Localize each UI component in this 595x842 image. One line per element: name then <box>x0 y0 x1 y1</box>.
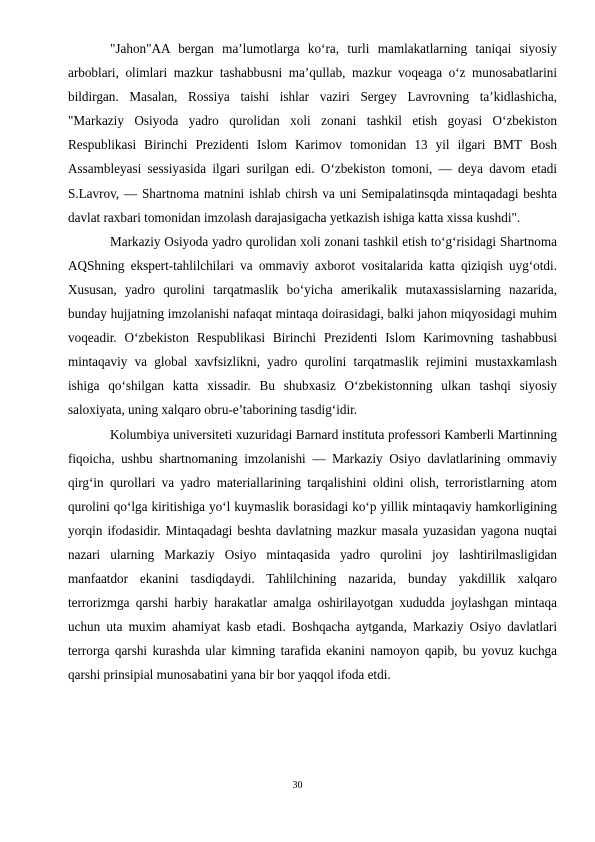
paragraph-2: Markaziy Osiyoda yadro qurolidan xoli zonani tashkil etish to‘g‘risidagi Shartnoma AQShning ekspert-tahlilchilari va ommaviy axborot vositalarida katta qiziqish uyg‘otdi. Xususan, yadro qurolini tarqatmaslik bo‘yicha amerikalik mutaxassislarning nazarida, bunday hujjatning imzolanishi nafaqat mintaqa doirasidagi, balki jahon miqyosidagi muhim voqeadir. O‘zbekiston Respublikasi Birinchi Prezidenti Islom Karimovning tashabbusi mintaqaviy va global xavfsizlikni, yadro qurolini tarqatmaslik rejimini mustaxkamlash ishiga qo‘shilgan katta xissadir. Bu shubxasiz O‘zbekistonning ulkan tashqi siyosiy saloxiyata, uning xalqaro obru-e’taborining tasdig‘idir. <box>68 233 557 418</box>
document-body <box>68 37 557 688</box>
paragraph-1: "Jahon"AA bergan ma’lumotlarga ko‘ra, turli mamlakatlarning taniqai siyosiy arboblari, olimlari mazkur tashabbusni ma’qullab, mazkur voqeaga o‘z munosabatlarini bildirgan. Masalan, Rossiya taishi ishlar vaziri Sergey Lavrovning ta’kidlashicha, "Markaziy Osiyoda yadro qurolidan xoli zonani tashkil etish goyasi O‘zbekiston Respublikasi Birinchi Prezidenti Islom Karimov tomonidan 13 yil ilgari BMT Bosh Assambleyasi sessiyasida ilgari surilgan edi. O‘zbekiston tomoni, — deya davom etadi S.Lavrov, — Shartnoma matnini ishlab chirsh va uni Semipalatinsqda mintaqadagi beshta davlat raxbari tomonidan imzolash darajasigacha yetkazish ishiga katta xissa kushdi". <box>68 41 557 225</box>
page-number: 30 <box>292 780 303 791</box>
paragraph-3: Kolumbiya universiteti xuzuridagi Barnard instituta professori Kamberli Martinning fiqoicha, ushbu shartnomaning imzolanishi — Markaziy Osiyo davlatlarining ommaviy qirg‘in qurollari va yadro materiallarining tarqalishini oldini olish, terroristlarning atom qurolini qo‘lga kiritishiga yo‘l kuymaslik borasidagi ko‘p yillik mintaqaviy hamkorligining yorqin ifodasidir. Mintaqadagi beshta davlatning mazkur masala yuzasidan yagona nuqtai nazari ularning Markaziy Osiyo mintaqasida yadro qurolini joy lashtirilmasligidan manfaatdor ekanini tasdiqdaydi. Tahlilchining nazarida, bunday yakdillik xalqaro terrorizmga qarshi harbiy harakatlar amalga oshirilayotgan xududda joylashgan mintaqa uchun uta muxim ahamiyat kasb etadi. Boshqacha aytganda, Markaziy Osiyo davlatlari terrorga qarshi kurashda ular kimning tarafida ekanini namoyon qapib, bu yovuz kuchga qarshi prinsipial munosabatini yana bir bor yaqqol ifoda etdi. <box>68 426 557 683</box>
